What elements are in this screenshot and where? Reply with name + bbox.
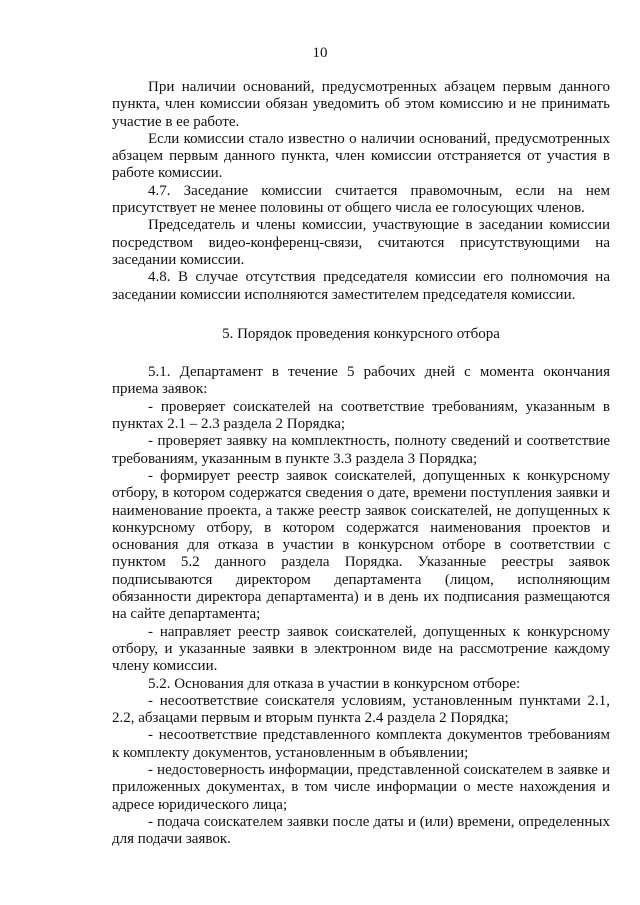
paragraph: 5.1. Департамент в течение 5 рабочих дней с момента окончания приема заявок: (112, 364, 610, 398)
list-item: - несоответствие соискателя условиям, установленным пунктами 2.1, 2.2, абзацами первым и вторым пункта 2.4 раздела 2 Порядка; (112, 692, 610, 727)
list-item: - недостоверность информации, представленной соискателем в заявке и приложенных документах, в том числе информации о месте нахождения и адресе юридического лица; (112, 761, 610, 813)
list-item: - несоответствие представленного комплекта документов требованиям к комплекту документов, установленным в объявлении; (112, 727, 610, 761)
list-item: - формирует реестр заявок соискателей, допущенных к конкурсному отбору, в котором содержатся сведения о дате, времени поступления заявки и наименование проекта, а также реестр заявок соискателей, не допущенных к конкурсному отбору, в котором содержатся наименования проектов и основания для отказа в участии в конкурсном отборе в соответствии с пунктом 5.2 данного раздела Порядка. Указанные реестры заявок подписываются директором департамента (лицом, исполняющим обязанности директора департамента) и в день их подписания размещаются на сайте департамента; (112, 467, 610, 623)
list-item: - проверяет соискателей на соответствие требованиям, указанным в пунктах 2.1 – 2.3 раздела 2 Порядка; (112, 398, 610, 433)
list-item: - подача соискателем заявки после даты и (или) времени, определенных для подачи заявок. (112, 813, 610, 848)
page-number: 10 (312, 45, 328, 61)
list-item: - направляет реестр заявок соискателей, допущенных к конкурсному отбору, и указанные заявки в электронном виде на рассмотрение каждому члену комиссии. (112, 623, 610, 675)
paragraph: Если комиссии стало известно о наличии оснований, предусмотренных абзацем первым данного пункта, член комиссии отстраняется от участия в работе комиссии. (112, 130, 610, 182)
document-body (112, 79, 610, 848)
paragraph: 4.8. В случае отсутствия председателя комиссии его полномочия на заседании комиссии исполняются заместителем председателя комиссии. (112, 269, 610, 303)
list-item: - проверяет заявку на комплектность, полноту сведений и соответствие требованиям, указанным в пункте 3.3 раздела 3 Порядка; (112, 433, 610, 467)
section-heading: 5. Порядок проведения конкурсного отбора (222, 325, 500, 342)
paragraph: При наличии оснований, предусмотренных абзацем первым данного пункта, член комиссии обязан уведомить об этом комиссию и не принимать участие в ее работе. (112, 79, 610, 130)
paragraph: Председатель и члены комиссии, участвующие в заседании комиссии посредством видео-конференц-связи, считаются присутствующими на заседании комиссии. (112, 217, 610, 268)
paragraph: 4.7. Заседание комиссии считается правомочным, если на нем присутствует не менее половины от общего числа ее голосующих членов. (112, 182, 610, 217)
paragraph: 5.2. Основания для отказа в участии в конкурсном отборе: (148, 675, 521, 692)
